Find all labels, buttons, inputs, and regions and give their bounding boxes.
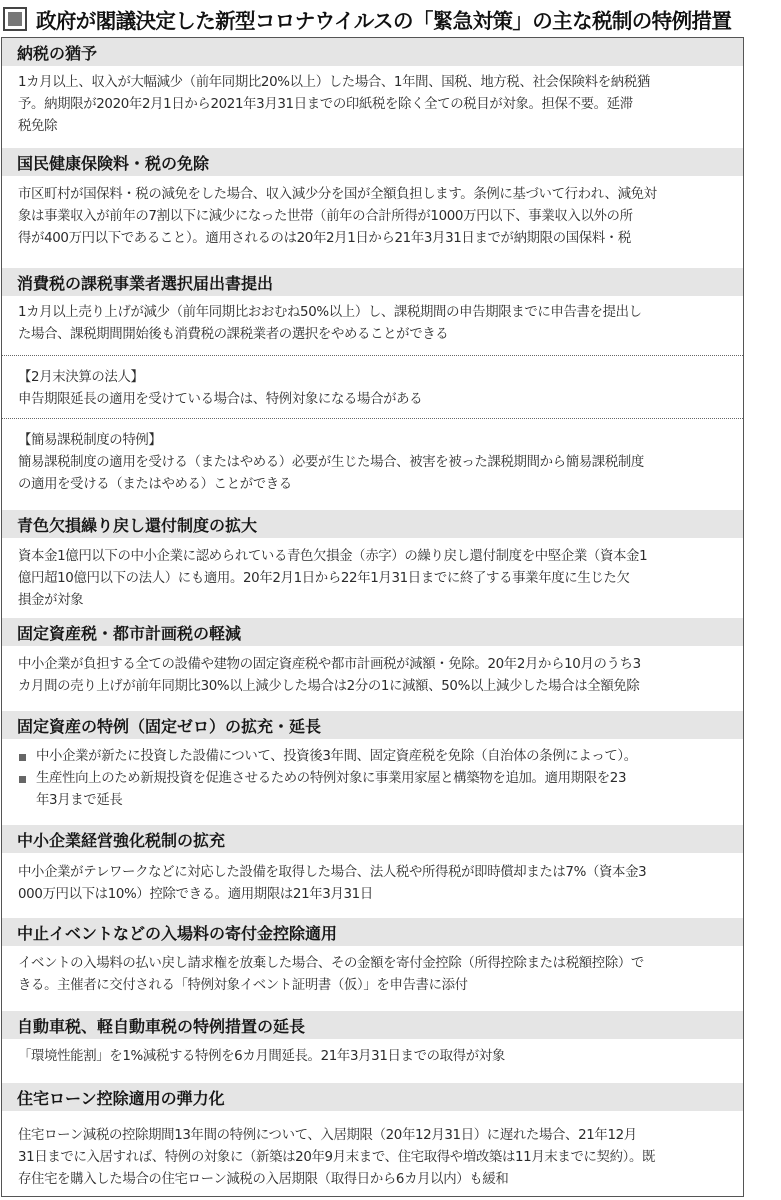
body-line: た場合、課税期間開始後も消費税の課税業者の選択をやめることができる (18, 327, 449, 342)
body-line: 資本金1億円以下の中小企業に認められている青色欠損金（赤字）の繰り戻し還付制度を中堅企業（資本金1 (18, 549, 648, 564)
section-body (2, 184, 743, 250)
section-body (2, 746, 743, 812)
section-body (2, 72, 743, 138)
body-line: イベントの入場料の払い戻し請求権を放棄した場合、その金額を寄付金控除（所得控除または税額控除）で (18, 956, 644, 971)
page-title: 政府が閣議決定した新型コロナウイルスの「緊急対策」の主な税制の特例措置 (36, 9, 732, 33)
body-line: 000万円以下は10%）控除できる。適用期限は21年3月31日 (18, 887, 373, 902)
section-heading: 中止イベントなどの入場料の寄付金控除適用 (2, 918, 743, 946)
sub-section-body (2, 430, 743, 496)
dotted-divider (2, 355, 743, 356)
body-line: 中小企業がテレワークなどに対応した設備を取得した場合、法人税や所得税が即時償却または7%（資本金3 (18, 865, 647, 880)
body-line: 1カ月以上売り上げが減少（前年同期比おおむね50%以上）し、課税期間の申告期限までに申告書を提出し (18, 305, 642, 320)
body-line: 得が400万円以下であること）。適用されるのは20年2月1日から21年3月31日までが納期限の国保料・税 (18, 231, 631, 246)
body-line: 市区町村が国保料・税の減免をした場合、収入減少分を国が全額負担します。条例に基づいて行われ、減免対 (18, 187, 657, 202)
measures-table (1, 37, 744, 1197)
body-line: 申告期限延長の適用を受けている場合は、特例対象になる場合がある (18, 392, 423, 407)
section-heading: 固定資産税・都市計画税の軽減 (2, 618, 743, 646)
body-line: カ月間の売り上げが前年同期比30%以上減少した場合は2分の1に減額、50%以上減少した場合は全額免除 (18, 679, 640, 694)
body-line: 生産性向上のため新規投資を促進させるための特例対象に事業用家屋と構築物を追加。適用期限を23 (36, 771, 627, 786)
body-line: 1カ月以上、収入が大幅減少（前年同期比20%以上）した場合、1年間、国税、地方税、社会保険料を納税猶 (18, 75, 650, 90)
section-heading: 消費税の課税事業者選択届出書提出 (2, 268, 743, 296)
sub-heading: 【2月末決算の法人】 (18, 370, 144, 385)
section-body (2, 302, 743, 346)
section-heading: 自動車税、軽自動車税の特例措置の延長 (2, 1011, 743, 1039)
body-line: 中小企業が新たに投資した設備について、投資後3年間、固定資産税を免除（自治体の条例によって）。 (36, 749, 637, 764)
body-line: 億円超10億円以下の法人）にも適用。20年2月1日から22年1月31日までに終了する事業年度に生じた欠 (18, 571, 630, 586)
body-line: 31日までに入居すれば、特例の対象に（新築は20年9月末まで、住宅取得や増改築は11月末までに契約）。既 (18, 1150, 656, 1165)
bullet-item (18, 768, 727, 812)
section-heading: 納税の猶予 (2, 38, 743, 66)
section-body (2, 862, 743, 906)
body-line: 存住宅を購入した場合の住宅ローン減税の入居期限（取得日から6カ月以内）も緩和 (18, 1172, 509, 1187)
body-line: 損金が対象 (18, 593, 84, 608)
body-line: 中小企業が負担する全ての設備や建物の固定資産税や都市計画税が減額・免除。20年2月から10月のうち3 (18, 657, 641, 672)
sub-section-body (2, 367, 743, 411)
body-line: 簡易課税制度の適用を受ける（またはやめる）必要が生じた場合、被害を被った課税期間から簡易課税制度 (18, 455, 644, 470)
body-line: きる。主催者に交付される「特例対象イベント証明書（仮）」を申告書に添付 (18, 978, 468, 993)
body-line: 税免除 (18, 119, 58, 134)
section-heading: 中小企業経営強化税制の拡充 (2, 825, 743, 853)
title-bar (0, 0, 781, 38)
body-line: 象は事業収入が前年の7割以下に減少になった世帯（前年の合計所得が1000万円以下、事業収入以外の所 (18, 209, 633, 224)
section-heading: 固定資産の特例（固定ゼロ）の拡充・延長 (2, 711, 743, 739)
section-body (2, 953, 743, 997)
section-body (2, 546, 743, 612)
section-body (2, 1046, 743, 1068)
body-line: 住宅ローン減税の控除期間13年間の特例について、入居期限（20年12月31日）に遅れた場合、21年12月 (18, 1128, 637, 1143)
dotted-divider (2, 418, 743, 419)
body-line: 予。納期限が2020年2月1日から2021年3月31日までの印紙税を除く全ての税目が対象。担保不要。延滞 (18, 97, 633, 112)
section-heading: 国民健康保険料・税の免除 (2, 148, 743, 176)
section-body (2, 1125, 743, 1191)
body-line: 年3月まで延長 (36, 793, 123, 808)
sub-heading: 【簡易課税制度の特例】 (18, 433, 162, 448)
section-heading: 青色欠損繰り戻し還付制度の拡大 (2, 510, 743, 538)
body-line: 「環境性能割」を1%減税する特例を6カ月間延長。21年3月31日までの取得が対象 (18, 1049, 505, 1064)
bullet-item (18, 746, 727, 768)
section-heading: 住宅ローン控除適用の弾力化 (2, 1083, 743, 1111)
square-bullet-icon (3, 7, 27, 31)
body-line: の適用を受ける（またはやめる）ことができる (18, 477, 292, 492)
section-body (2, 654, 743, 698)
